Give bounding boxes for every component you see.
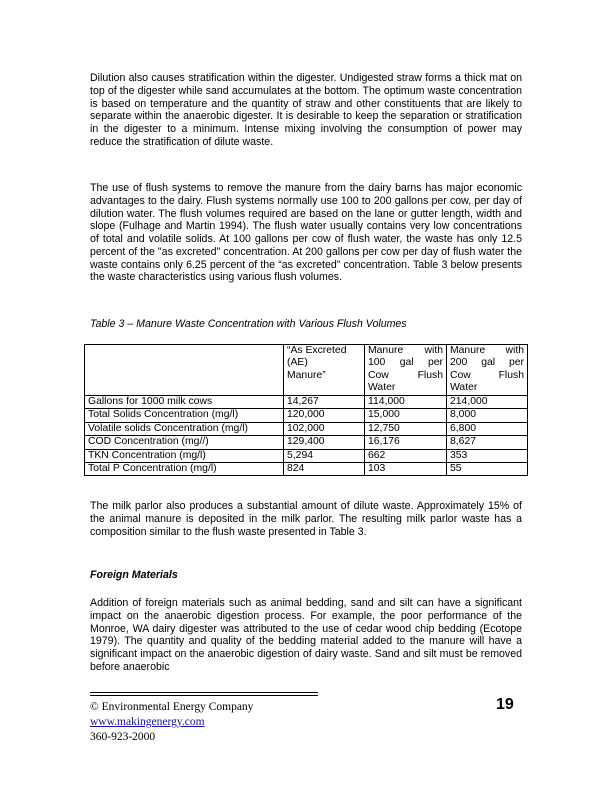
table-caption: Table 3 – Manure Waste Concentration with Various Flush Volumes [90,318,407,330]
table-cell: Gallons for 1000 milk cows [85,396,284,409]
table-row [85,409,528,422]
section-heading-foreign-materials: Foreign Materials [90,569,178,581]
paragraph-dilution: Dilution also causes stratification within the digester. Undigested straw forms a thick mat on top of the digester while sand accumulates at the bottom. The optimum waste concentration is based on temperature and the quantity of straw and other constituents that are likely to separate within the anaerobic digester. It is desirable to keep the separation or stratification in the digester to a minimum. Intense mixing involving the consumption of power may reduce the stratification of dilute waste. [90,72,522,148]
page-number: 19 [496,696,514,713]
table-cell: 5,294 [284,449,365,462]
table-cell: 214,000 [447,396,528,409]
header-line: “As Excreted [287,345,347,356]
footer-phone: 360-923-2000 [90,731,156,743]
header-line: (AE) [287,357,308,369]
table-cell: 102,000 [284,422,365,435]
table-cell: Total Solids Concentration (mg/l) [85,409,284,422]
table-cell: 6,800 [447,422,528,435]
table-header-as-excreted [284,345,365,396]
table-header-row [85,345,528,396]
table-row [85,422,528,435]
header-line: 200 gal per [450,357,524,369]
table-cell: 824 [284,463,365,476]
paragraph-milk-parlor: The milk parlor also produces a substantial amount of dilute waste. Approximately 15% of the animal manure is deposited in the milk parlor. The resulting milk parlor waste has a composition similar to the flush waste presented in Table 3. [90,500,522,538]
paragraph-foreign-materials: Addition of foreign materials such as animal bedding, sand and silt can have a significant impact on the anaerobic digestion process. For example, the poor performance of the Monroe, WA dairy digester was attributed to the use of cedar wood chip bedding (Ecotope 1979). The quantity and quality of the bedding material added to the manure will have a significant impact on the anaerobic digestion of dairy waste. Sand and silt must be removed before anaerobic [90,597,522,673]
header-line: Cow Flush [368,369,443,381]
header-line: Manure with [450,345,524,356]
header-line: Cow Flush [450,369,524,381]
manure-concentration-table [84,344,528,476]
table-cell: 15,000 [365,409,447,422]
table-row [85,463,528,476]
table-row [85,436,528,449]
table-cell: 353 [447,449,528,462]
header-line: Manure” [287,369,326,381]
table-cell: 16,176 [365,436,447,449]
footer-divider [90,695,318,696]
table-cell: COD Concentration (mg//) [85,436,284,449]
table-row [85,449,528,462]
table-cell: 12,750 [365,422,447,435]
table-cell: 8,000 [447,409,528,422]
footer-divider [90,692,318,693]
footer-copyright: © Environmental Energy Company [90,701,254,713]
header-line: Water [368,382,396,394]
table-cell: 114,000 [365,396,447,409]
header-line: 100 gal per [368,357,443,369]
table-header-100gal [365,345,447,396]
header-line: Manure with [368,345,443,356]
footer-website-link[interactable]: www.makingenergy.com [90,716,205,728]
table-cell: 103 [365,463,447,476]
table-cell: 129,400 [284,436,365,449]
table-row [85,396,528,409]
table-header-200gal [447,345,528,396]
table-cell: 662 [365,449,447,462]
header-line: Water [450,382,478,394]
table-header-cell-empty [85,345,284,396]
table-cell: 8,627 [447,436,528,449]
paragraph-flush-systems: The use of flush systems to remove the manure from the dairy barns has major economic advantages to the dairy. Flush systems normally use 100 to 200 gallons per cow, per day of dilution water. The flush volumes required are based on the lane or gutter length, width and slope (Fulhage and Martin 1994). The flush water usually contains very low concentrations of total and volatile solids. At 100 gallons per cow of flush water, the waste has only 12.5 percent of the "as excreted" concentration. At 200 gallons per cow per day of flush water the waste contains only 6.25 percent of the “as excreted” concentration. Table 3 below presents the waste characteristics using various flush volumes. [90,182,522,284]
table-cell: 14,267 [284,396,365,409]
table-cell: 120,000 [284,409,365,422]
table-cell: TKN Concentration (mg/l) [85,449,284,462]
table-cell: Total P Concentration (mg/l) [85,463,284,476]
table-cell: 55 [447,463,528,476]
table-cell: Volatile solids Concentration (mg/l) [85,422,284,435]
